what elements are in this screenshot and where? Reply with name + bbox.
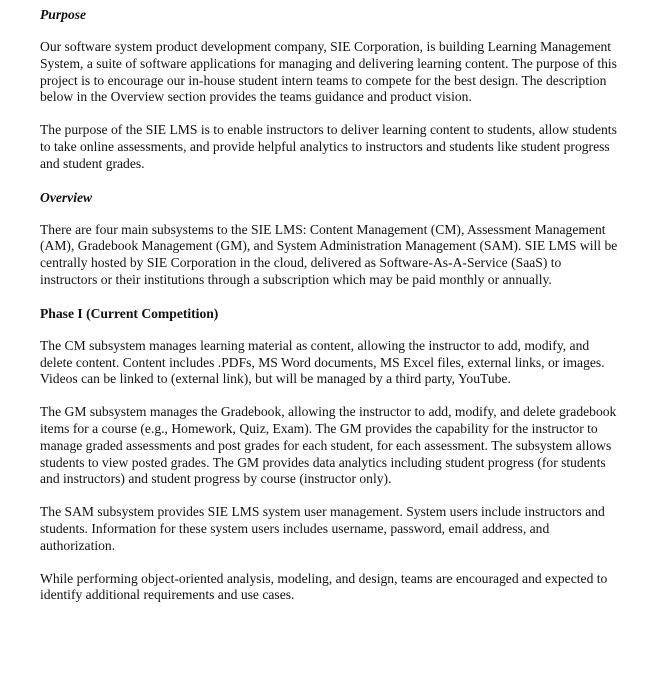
purpose-heading: Purpose bbox=[40, 7, 87, 22]
phase-paragraph-cm: The CM subsystem manages learning material as content, allowing the instructor to add, modify, and delete content. Content includes .PDFs, MS Word documents, MS Excel files, external links, or images. Videos can be linked to (external link), but will be managed by a third party, YouTube. bbox=[40, 337, 605, 387]
overview-paragraph-1: There are four main subsystems to the SIE LMS: Content Management (CM), Assessment Management (AM), Gradebook Management (GM), and System Administration Management (SAM). SIE LMS will be centrally hosted by SIE Corporation in the cloud, delivered as Software-As-A-Service (SaaS) to instructors or their institutions through a subscription which may be paid monthly or annually. bbox=[40, 221, 618, 287]
phase-paragraph-gm: The GM subsystem manages the Gradebook, allowing the instructor to add, modify, and delete gradebook items for a course (e.g., Homework, Quiz, Exam). The GM provides the capability for the instructor to manage graded assessments and post grades for each student, for each assessment. The subsystem allows students to view posted grades. The GM provides data analytics including student progress (for students and instructors) and student progress by course (instructor only). bbox=[40, 404, 617, 487]
phase-paragraph-analysis: While performing object-oriented analysis, modeling, and design, teams are encouraged and expected to identify additional requirements and use cases. bbox=[40, 570, 608, 603]
phase-one-heading: Phase I (Current Competition) bbox=[40, 305, 219, 321]
purpose-paragraph-2: The purpose of the SIE LMS is to enable instructors to deliver learning content to students, allow students to take online assessments, and provide helpful analytics to instructors and students like student progress and student grades. bbox=[40, 122, 617, 171]
purpose-paragraph-1: Our software system product development company, SIE Corporation, is building Learning Management System, a suite of software applications for managing and delivering learning content. The purpose of this project is to encourage our in-house student intern teams to compete for the best design. The description below in the Overview section provides the teams guidance and product vision. bbox=[40, 39, 617, 105]
overview-heading: Overview bbox=[40, 189, 93, 205]
phase-paragraph-sam: The SAM subsystem provides SIE LMS system user management. System users include instructors and students. Information for these system users includes username, password, email address, and authorization. bbox=[40, 504, 605, 553]
